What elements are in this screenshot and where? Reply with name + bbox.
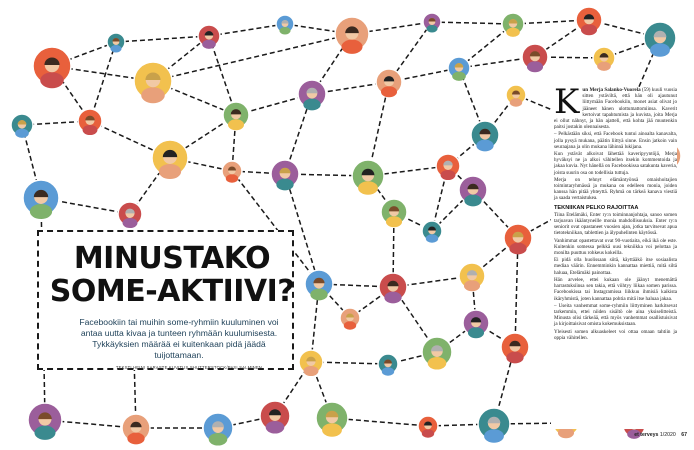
byline-credits: TEKSTI HEINI SARASTE KUVITUS SHUTTERSTOCK/PASI SALMINEN xyxy=(115,365,263,370)
person-avatar-icon xyxy=(418,416,438,438)
person-avatar-icon xyxy=(134,62,172,103)
person-avatar-icon xyxy=(298,80,326,110)
page-footer xyxy=(583,432,687,438)
person-avatar-icon xyxy=(203,413,233,446)
person-avatar-icon xyxy=(448,57,470,81)
person-avatar-icon xyxy=(436,154,460,180)
person-avatar-icon xyxy=(118,202,142,228)
page-title xyxy=(47,242,297,308)
drop-cap: K xyxy=(554,87,580,122)
person-avatar-icon xyxy=(28,403,62,440)
connection-line xyxy=(116,36,209,42)
person-avatar-icon xyxy=(223,102,249,130)
article-paragraph: Tiina Etelämäki, Enter ry:n toiminnanjohtaja, sanoo somen tarjoavan ikääntyneille monia mahdollisuuksia. Enter ry:n seniorit ovat opastaneet vuosien ajan, jotka tarvitsevat apua tietotekniikan, tablettien ja älypuhelinten käytössä. xyxy=(554,211,677,237)
article-paragraph: Ei pidä olla huolissaan siitä, käyttääkö itse sosiaalista mediaa väärin. Ennemminkin kannattaa miettiä, mitä siltä haluaa, Etelämäki painottaa. xyxy=(554,257,677,276)
person-avatar-icon xyxy=(478,408,510,443)
connection-line xyxy=(153,34,352,81)
article-paragraph: Hän arvelee, ettei kukaan ole jäänyt menemättä harrastuksiinsa sen takia, että viihtyy liikaa somen parissa. Facebookissa tai Instagramissa liikkuu ihmisiä kaikista ikäryhmistä, joten kannattaa pohtia mitä itse haluaa jakaa. xyxy=(554,276,677,302)
person-avatar-icon xyxy=(502,13,524,37)
person-avatar-icon xyxy=(379,273,407,303)
article-paragraph: Merja on tehnyt elämäntyönsä omaishoitajien toimintaryhmässä ja mukana on edelleen monia, joiden kanssa hän pitää yhteyttä. Ryhmä on tärkeä kanava viestiä ja saada vertaistukea. xyxy=(554,176,677,202)
person-avatar-icon xyxy=(33,47,71,88)
person-avatar-icon xyxy=(11,114,33,138)
person-avatar-icon xyxy=(299,350,323,376)
person-avatar-icon xyxy=(422,337,452,370)
person-avatar-icon xyxy=(340,308,360,330)
person-avatar-icon xyxy=(78,109,102,135)
article-body xyxy=(551,87,677,429)
article-paragraph: Yleisesti somen alkuaskeleet voi ottaa omaan tahtiin ja oppia vähitellen. xyxy=(554,328,677,341)
issue-number: 1/2020 xyxy=(659,432,676,438)
person-avatar-icon xyxy=(522,44,548,72)
headline-line-1: MINUSTAKO xyxy=(73,241,271,276)
person-avatar-icon xyxy=(122,414,150,444)
article-paragraph: – Useita vanhemmat some-ryhmiin liittyminen harkitsevat tarkemmin, ettei niiden sisältö ole aina yksiselitteistä. Minusta olisi tärkeää, että myös vanhemmat osallistuisivat ja kirjoittaisivat omista kokemuksistaan. xyxy=(554,302,677,328)
intro-text: (59) kuuli vuosia sitten ystäviltä, että hän oli ajautunut liittymään Facebookiin, monet asiat olivat jo jääneet hänen ulottumattomiinsa. Kaverit kertoivat tapahtumista ja kuvista, joita Merja ei ollut nähnyt, ja hän ajatteli, että kohta jää muutenkin paitsi jostakin olennaisesta. xyxy=(554,87,677,131)
lede-paragraph: Facebookiin tai muihin some-ryhmiin kuuluminen voi antaa uutta kivaa ja tunteen ryhmään kuulumisesta. Tykkäyksien määrää ei kuitenkaan pidä jäädä tuijottamaan. xyxy=(79,317,279,360)
person-avatar-icon xyxy=(276,15,294,35)
person-avatar-icon xyxy=(260,401,290,434)
magazine-name: et terveys xyxy=(634,432,659,438)
person-avatar-icon xyxy=(23,180,59,219)
person-avatar-icon xyxy=(305,270,333,300)
intro-name: un Merja Salanko-Vuorela xyxy=(582,87,641,93)
person-avatar-icon xyxy=(506,85,526,107)
person-avatar-icon xyxy=(463,310,489,338)
person-avatar-icon xyxy=(471,121,499,151)
article-paragraph: – Pelkästään siksi, että Facebook tuntui ainoalta kanavalta, jolla pysyä mukana, päätin liittyä sinne. Ensin jatkoin vain seuraajana ja olin mukana lähinnä lukijana. xyxy=(554,131,677,150)
person-avatar-icon xyxy=(459,263,485,291)
article-paragraph: Vanhimmat opastettavat ovat 90-vuotiaita, eikä ikä ole este. Kuitenkin somessa pelkkä uusi tekniikka voi pelottaa ja monilta puuttuu rohkeus kokeilla. xyxy=(554,237,677,257)
person-avatar-icon xyxy=(316,402,348,437)
person-avatar-icon xyxy=(352,160,384,195)
article-subhead: TEKNIIKAN PELKO RAJOITTAA xyxy=(554,204,639,211)
person-avatar-icon xyxy=(376,69,402,97)
page-number: 67 xyxy=(681,432,687,438)
headline-line-2: SOME-AKTIIVI? xyxy=(49,274,295,309)
person-avatar-icon xyxy=(378,354,398,376)
person-avatar-icon xyxy=(198,25,220,49)
person-avatar-icon xyxy=(107,33,125,53)
person-avatar-icon xyxy=(152,140,188,179)
article-paragraph: Kun ystävät alkoivat lähettää kaveripyyntöjä, Merja hyväksyi ne ja alkoi vähitellen itsekin kommentoida ja jakaa kuvia. Nyt hänellä on Facebookissa satakunta kaveria, joista suurin osa on todellisia tuttuja. xyxy=(554,151,677,176)
person-avatar-icon xyxy=(335,17,369,54)
connection-line xyxy=(432,22,513,24)
person-avatar-icon xyxy=(422,221,442,243)
person-avatar-icon xyxy=(504,224,532,254)
person-avatar-icon xyxy=(501,333,529,363)
person-avatar-icon xyxy=(459,176,487,206)
person-avatar-icon xyxy=(271,160,299,190)
person-avatar-icon xyxy=(593,47,615,71)
person-avatar-icon xyxy=(381,199,407,227)
person-avatar-icon xyxy=(644,22,676,57)
person-avatar-icon xyxy=(576,7,602,35)
